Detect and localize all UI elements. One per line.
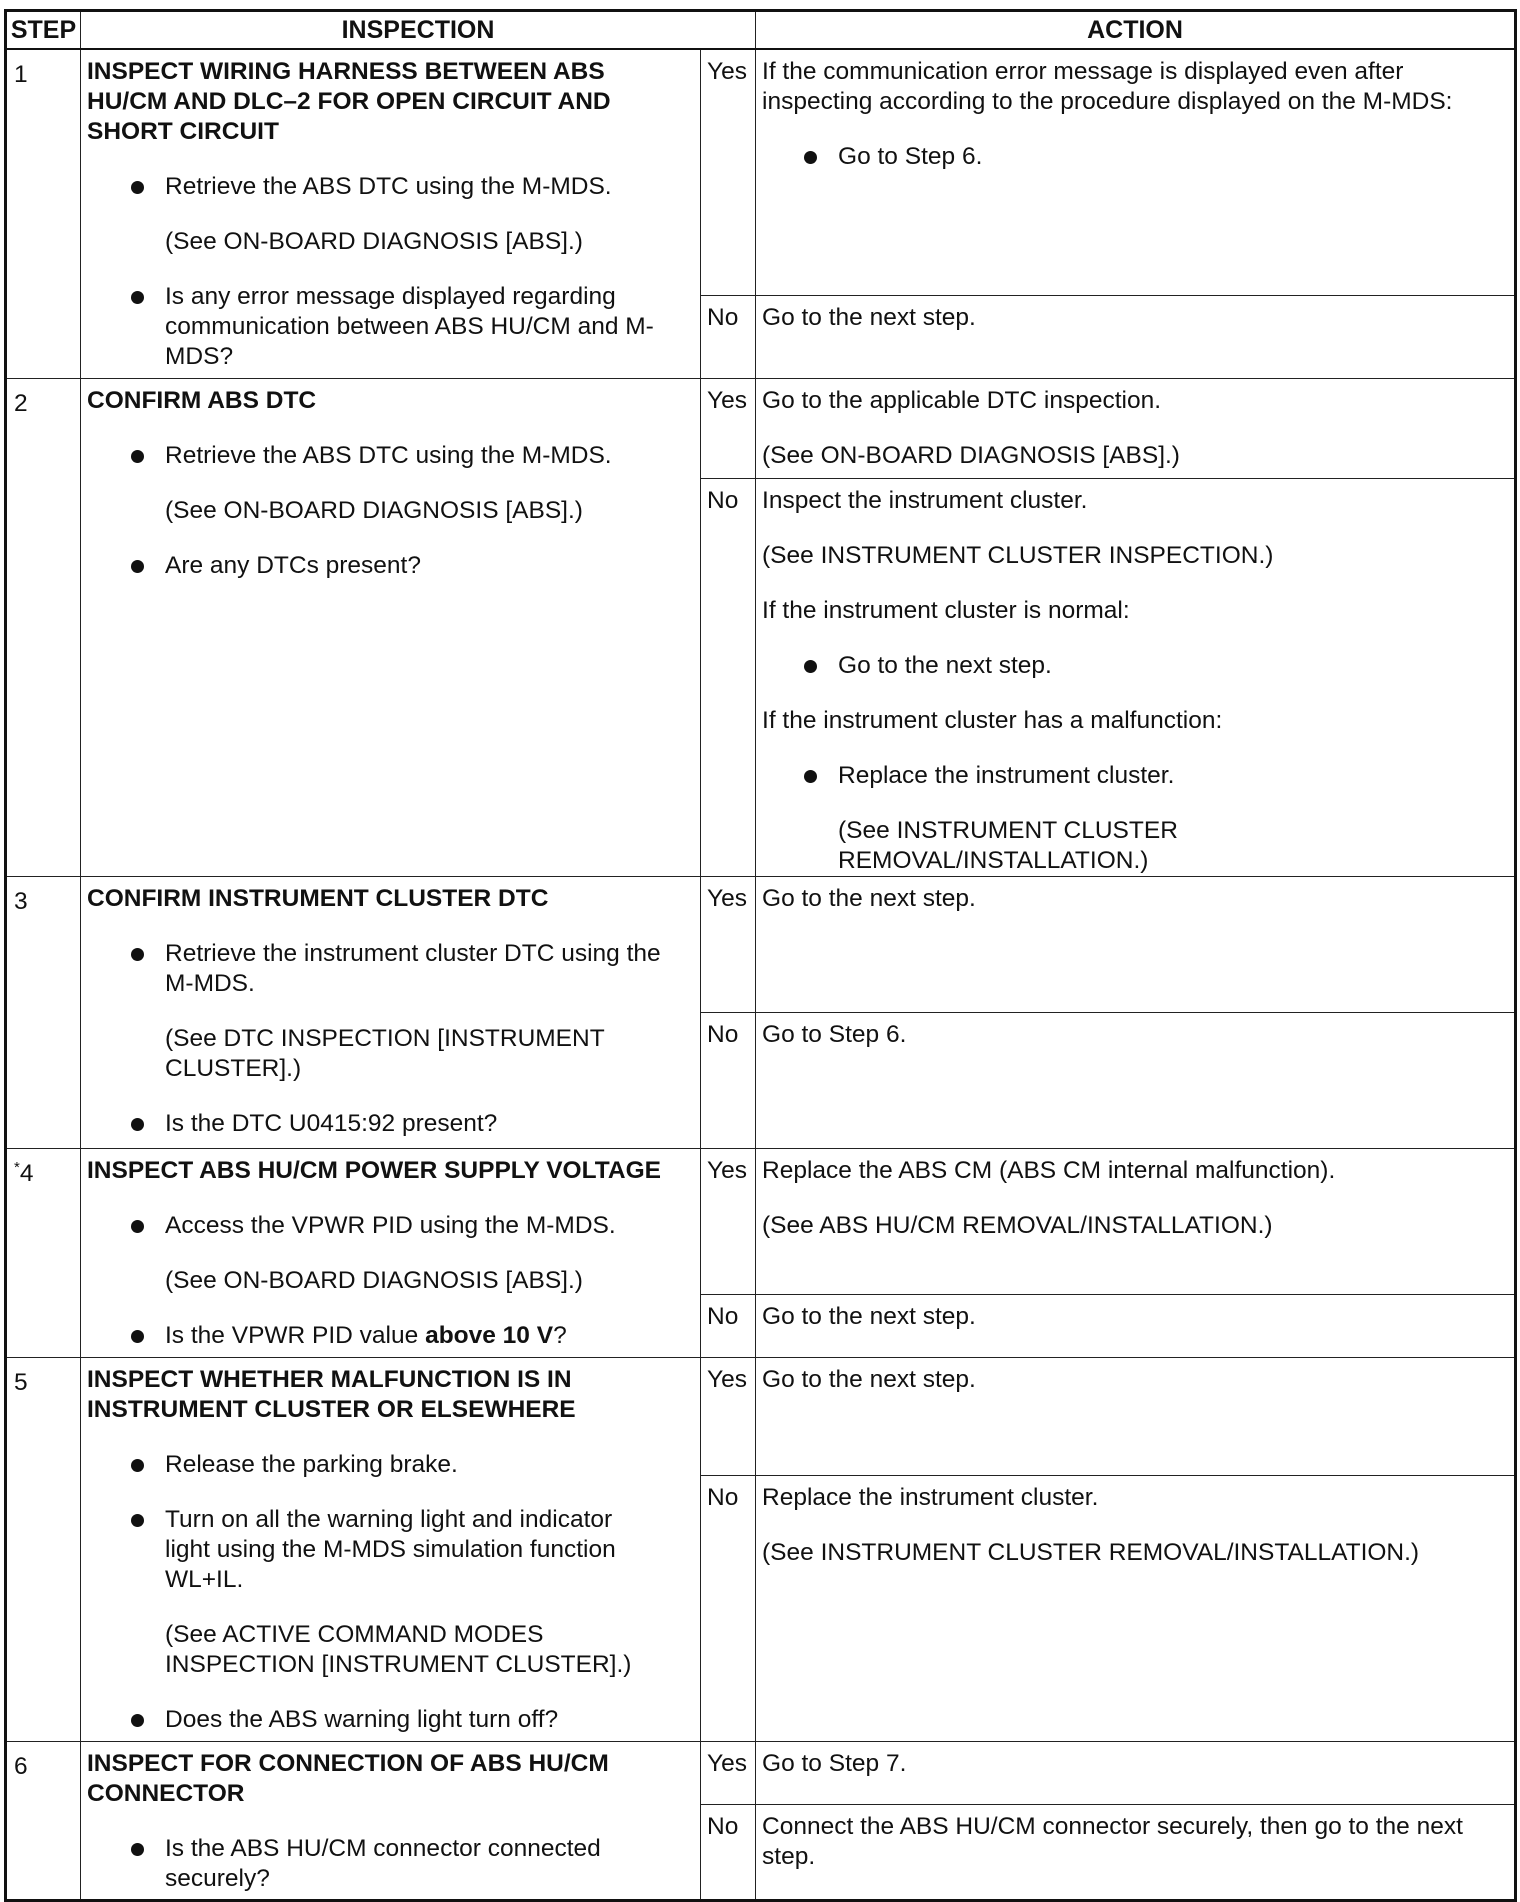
step-5-no-action <box>756 1476 1516 1742</box>
yes-label: Yes <box>701 877 756 1013</box>
step-number: 2 <box>6 379 81 877</box>
step-heading: INSPECT ABS HU/CM POWER SUPPLY VOLTAGE <box>87 1157 662 1184</box>
question-text: Is the VPWR PID value <box>165 1322 426 1349</box>
yes-label: Yes <box>701 49 756 296</box>
step-2-yes-row <box>6 379 1516 479</box>
bullet-item: Retrieve the ABS DTC using the M-MDS. <box>87 172 688 202</box>
step-3-yes-row <box>6 877 1516 1013</box>
step-4-inspection <box>81 1149 701 1358</box>
bullet-item: Is any error message displayed regarding communication between ABS HU/CM and M-MDS? <box>87 282 688 372</box>
step-1-yes-row <box>6 49 1516 296</box>
action-text: Go to Step 6. <box>762 1021 907 1048</box>
no-label: No <box>701 1805 756 1901</box>
step-4-yes-action <box>756 1149 1516 1295</box>
reference-note: (See ACTIVE COMMAND MODES INSPECTION [INSTRUMENT CLUSTER].) <box>165 1621 632 1678</box>
action-text: Go to the next step. <box>762 304 976 331</box>
action-text: If the instrument cluster has a malfunction: <box>762 707 1223 734</box>
question-mark: ? <box>553 1322 567 1349</box>
header-row <box>6 11 1516 50</box>
step-heading: INSPECT FOR CONNECTION OF ABS HU/CM CONNECTOR <box>87 1750 609 1807</box>
reference-note: (See ON-BOARD DIAGNOSIS [ABS].) <box>762 442 1180 469</box>
step-1-inspection <box>81 49 701 379</box>
action-text: Go to the next step. <box>762 1366 976 1393</box>
step-number: 5 <box>6 1358 81 1742</box>
action-text: If the communication error message is displayed even after inspecting according to the procedure displayed on the M-MDS: <box>762 58 1453 115</box>
step-5-yes-action <box>756 1358 1516 1476</box>
action-text: Go to Step 7. <box>762 1750 907 1777</box>
action-text: If the instrument cluster is normal: <box>762 597 1130 624</box>
step-heading: INSPECT WHETHER MALFUNCTION IS IN INSTRUMENT CLUSTER OR ELSEWHERE <box>87 1366 576 1423</box>
step-number: 4 <box>19 1160 34 1187</box>
bullet-item: Does the ABS warning light turn off? <box>87 1705 688 1735</box>
diagnostic-procedure-table <box>4 9 1517 1902</box>
step-heading: CONFIRM INSTRUMENT CLUSTER DTC <box>87 885 549 912</box>
reference-note: (See ON-BOARD DIAGNOSIS [ABS].) <box>165 228 583 255</box>
no-label: No <box>701 1013 756 1149</box>
step-3-yes-action <box>756 877 1516 1013</box>
bullet-item: Retrieve the ABS DTC using the M-MDS. <box>87 441 688 471</box>
step-1-yes-action <box>756 49 1516 296</box>
step-number: 1 <box>6 49 81 379</box>
bullet-item <box>87 1321 688 1351</box>
action-bullet: Replace the instrument cluster. <box>762 761 1504 791</box>
bullet-item: Is the DTC U0415:92 present? <box>87 1109 688 1139</box>
action-text: Go to the next step. <box>762 1303 976 1330</box>
step-3-no-action <box>756 1013 1516 1149</box>
action-text: Replace the instrument cluster. <box>762 1484 1099 1511</box>
action-text: Connect the ABS HU/CM connector securely, then go to the next step. <box>762 1813 1463 1870</box>
header-action: ACTION <box>756 11 1516 50</box>
step-6-yes-action <box>756 1742 1516 1805</box>
bullet-item: Are any DTCs present? <box>87 551 688 581</box>
step-6-inspection <box>81 1742 701 1901</box>
no-label: No <box>701 1476 756 1742</box>
header-step: STEP <box>6 11 81 50</box>
bullet-item: Retrieve the instrument cluster DTC using the M-MDS. <box>87 939 688 999</box>
no-label: No <box>701 479 756 877</box>
reference-note: (See ON-BOARD DIAGNOSIS [ABS].) <box>165 497 583 524</box>
step-2-inspection <box>81 379 701 877</box>
action-text: Replace the ABS CM (ABS CM internal malfunction). <box>762 1157 1336 1184</box>
step-2-yes-action <box>756 379 1516 479</box>
yes-label: Yes <box>701 1149 756 1295</box>
action-text: Go to the next step. <box>762 885 976 912</box>
reference-note: (See INSTRUMENT CLUSTER REMOVAL/INSTALLATION.) <box>838 817 1178 874</box>
threshold-value: above 10 V <box>425 1322 554 1349</box>
action-bullet: Go to Step 6. <box>762 142 1504 172</box>
reference-note: (See ABS HU/CM REMOVAL/INSTALLATION.) <box>762 1212 1273 1239</box>
step-number: 3 <box>6 877 81 1149</box>
bullet-item: Is the ABS HU/CM connector connected securely? <box>87 1834 688 1894</box>
step-4-yes-row <box>6 1149 1516 1295</box>
bullet-item: Turn on all the warning light and indicator light using the M-MDS simulation function WL+IL. <box>87 1505 688 1595</box>
yes-label: Yes <box>701 379 756 479</box>
yes-label: Yes <box>701 1742 756 1805</box>
step-2-no-action <box>756 479 1516 877</box>
step-3-inspection <box>81 877 701 1149</box>
header-inspection: INSPECTION <box>81 11 756 50</box>
step-5-yes-row <box>6 1358 1516 1476</box>
action-text: Inspect the instrument cluster. <box>762 487 1088 514</box>
action-text: Go to the applicable DTC inspection. <box>762 387 1162 414</box>
bullet-item: Release the parking brake. <box>87 1450 688 1480</box>
step-heading: INSPECT WIRING HARNESS BETWEEN ABS HU/CM AND DLC–2 FOR OPEN CIRCUIT AND SHORT CIRCUIT <box>87 58 611 145</box>
reference-note: (See DTC INSPECTION [INSTRUMENT CLUSTER].) <box>165 1025 605 1082</box>
no-label: No <box>701 1295 756 1358</box>
reference-note: (See INSTRUMENT CLUSTER INSPECTION.) <box>762 542 1274 569</box>
step-6-yes-row <box>6 1742 1516 1805</box>
reference-note: (See ON-BOARD DIAGNOSIS [ABS].) <box>165 1267 583 1294</box>
step-4-no-action <box>756 1295 1516 1358</box>
step-number-cell <box>6 1149 81 1358</box>
step-6-no-action <box>756 1805 1516 1901</box>
bullet-item: Access the VPWR PID using the M-MDS. <box>87 1211 688 1241</box>
step-number: 6 <box>6 1742 81 1901</box>
step-1-no-action <box>756 296 1516 379</box>
reference-note: (See INSTRUMENT CLUSTER REMOVAL/INSTALLATION.) <box>762 1539 1420 1566</box>
step-heading: CONFIRM ABS DTC <box>87 387 317 414</box>
note-mark: * <box>14 1158 20 1176</box>
yes-label: Yes <box>701 1358 756 1476</box>
no-label: No <box>701 296 756 379</box>
action-bullet: Go to the next step. <box>762 651 1504 681</box>
step-5-inspection <box>81 1358 701 1742</box>
